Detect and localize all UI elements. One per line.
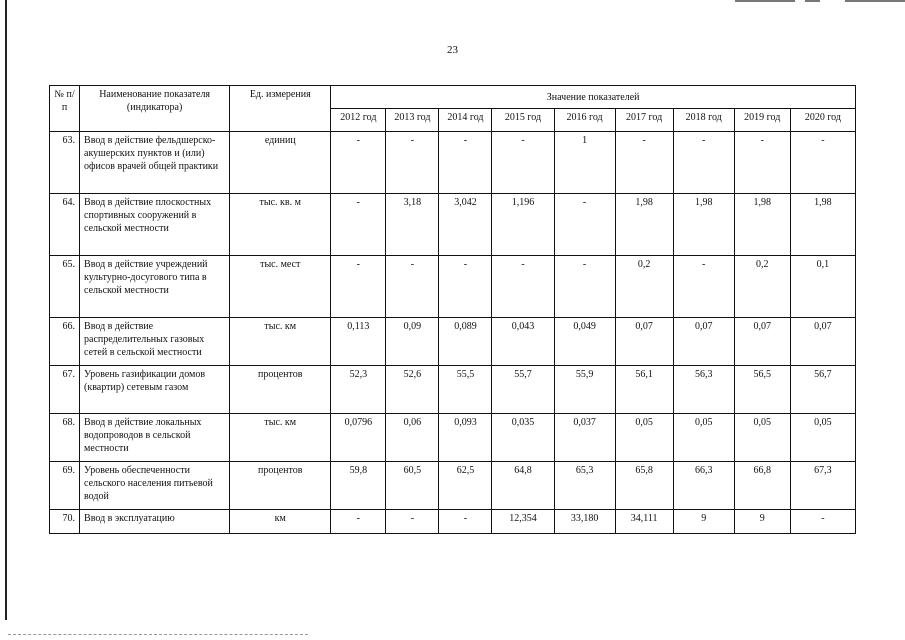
header-unit: Ед. измерения (230, 86, 331, 132)
value-cell: 0,05 (615, 414, 673, 462)
indicator-name: Уровень обеспеченности сельского населения питьевой водой (80, 462, 230, 510)
value-cell: - (331, 256, 386, 318)
value-cell: - (615, 132, 673, 194)
header-year: 2017 год (615, 109, 673, 132)
value-cell: - (734, 132, 790, 194)
unit-cell: единиц (230, 132, 331, 194)
value-cell: 0,037 (554, 414, 615, 462)
value-cell: 55,5 (439, 366, 492, 414)
table-row (50, 318, 856, 366)
value-cell: - (673, 256, 734, 318)
value-cell: 55,7 (492, 366, 554, 414)
indicator-name: Ввод в действие фельдшерско-акушерских пунктов и (или) офисов врачей общей практики (80, 132, 230, 194)
indicator-name: Ввод в действие учреждений культурно-досугового типа в сельской местности (80, 256, 230, 318)
value-cell: - (331, 194, 386, 256)
value-cell: 1,98 (790, 194, 855, 256)
value-cell: - (386, 256, 439, 318)
value-cell: - (790, 132, 855, 194)
value-cell: 0,089 (439, 318, 492, 366)
value-cell: - (554, 256, 615, 318)
value-cell: 33,180 (554, 510, 615, 534)
value-cell: - (331, 132, 386, 194)
value-cell: 0,0796 (331, 414, 386, 462)
value-cell: 1,98 (615, 194, 673, 256)
value-cell: 34,111 (615, 510, 673, 534)
header-year: 2019 год (734, 109, 790, 132)
value-cell: 65,3 (554, 462, 615, 510)
row-number: 63. (50, 132, 80, 194)
value-cell: 52,6 (386, 366, 439, 414)
value-cell: - (439, 256, 492, 318)
value-cell: - (492, 256, 554, 318)
unit-cell: процентов (230, 366, 331, 414)
header-year: 2015 год (492, 109, 554, 132)
value-cell: 0,05 (734, 414, 790, 462)
value-cell: 67,3 (790, 462, 855, 510)
row-number: 66. (50, 318, 80, 366)
unit-cell: км (230, 510, 331, 534)
scan-top-mark (735, 0, 905, 3)
row-number: 64. (50, 194, 80, 256)
value-cell: 1,98 (734, 194, 790, 256)
indicator-name: Ввод в действие локальных водопроводов в сельской местности (80, 414, 230, 462)
row-number: 67. (50, 366, 80, 414)
value-cell: - (554, 194, 615, 256)
header-year: 2020 год (790, 109, 855, 132)
value-cell: 0,093 (439, 414, 492, 462)
value-cell: 59,8 (331, 462, 386, 510)
value-cell: 0,2 (615, 256, 673, 318)
value-cell: 0,07 (734, 318, 790, 366)
row-number: 65. (50, 256, 80, 318)
value-cell: 9 (734, 510, 790, 534)
row-number: 68. (50, 414, 80, 462)
value-cell: - (439, 510, 492, 534)
value-cell: 3,18 (386, 194, 439, 256)
value-cell: 1,196 (492, 194, 554, 256)
unit-cell: процентов (230, 462, 331, 510)
header-year: 2018 год (673, 109, 734, 132)
value-cell: 0,07 (673, 318, 734, 366)
value-cell: 52,3 (331, 366, 386, 414)
indicator-name: Ввод в действие плоскостных спортивных сооружений в сельской местности (80, 194, 230, 256)
value-cell: 0,05 (790, 414, 855, 462)
header-num: № п/п (50, 86, 80, 132)
value-cell: - (673, 132, 734, 194)
value-cell: 56,7 (790, 366, 855, 414)
value-cell: 55,9 (554, 366, 615, 414)
value-cell: 0,07 (615, 318, 673, 366)
value-cell: 3,042 (439, 194, 492, 256)
value-cell: 0,1 (790, 256, 855, 318)
unit-cell: тыс. км (230, 318, 331, 366)
scan-bottom-mark (8, 634, 308, 638)
value-cell: 0,113 (331, 318, 386, 366)
table-row (50, 462, 856, 510)
table-row (50, 256, 856, 318)
value-cell: 0,2 (734, 256, 790, 318)
table-row (50, 132, 856, 194)
header-year: 2012 год (331, 109, 386, 132)
header-name: Наименование показателя (индикатора) (80, 86, 230, 132)
value-cell: 1 (554, 132, 615, 194)
value-cell: 64,8 (492, 462, 554, 510)
indicators-table (49, 85, 856, 534)
value-cell: - (331, 510, 386, 534)
value-cell: 12,354 (492, 510, 554, 534)
value-cell: - (439, 132, 492, 194)
header-year: 2013 год (386, 109, 439, 132)
value-cell: - (386, 510, 439, 534)
value-cell: - (790, 510, 855, 534)
page-number: 23 (447, 44, 458, 56)
value-cell: 66,8 (734, 462, 790, 510)
indicator-name: Уровень газификации домов (квартир) сетевым газом (80, 366, 230, 414)
row-number: 69. (50, 462, 80, 510)
table-row (50, 194, 856, 256)
table-row (50, 510, 856, 534)
value-cell: 0,049 (554, 318, 615, 366)
header-year: 2014 год (439, 109, 492, 132)
value-cell: 0,05 (673, 414, 734, 462)
unit-cell: тыс. мест (230, 256, 331, 318)
value-cell: 0,07 (790, 318, 855, 366)
value-cell: 65,8 (615, 462, 673, 510)
value-cell: 0,035 (492, 414, 554, 462)
value-cell: 56,5 (734, 366, 790, 414)
value-cell: - (386, 132, 439, 194)
value-cell: 9 (673, 510, 734, 534)
value-cell: - (492, 132, 554, 194)
value-cell: 0,043 (492, 318, 554, 366)
value-cell: 1,98 (673, 194, 734, 256)
header-row-top (50, 86, 856, 109)
value-cell: 62,5 (439, 462, 492, 510)
value-cell: 60,5 (386, 462, 439, 510)
indicator-name: Ввод в эксплуатацию (80, 510, 230, 534)
row-number: 70. (50, 510, 80, 534)
value-cell: 66,3 (673, 462, 734, 510)
table-row (50, 366, 856, 414)
indicator-name: Ввод в действие распределительных газовых сетей в сельской местности (80, 318, 230, 366)
value-cell: 0,09 (386, 318, 439, 366)
header-year: 2016 год (554, 109, 615, 132)
header-values: Значение показателей (331, 86, 856, 109)
value-cell: 0,06 (386, 414, 439, 462)
unit-cell: тыс. км (230, 414, 331, 462)
page-left-border (5, 0, 7, 620)
table-row (50, 414, 856, 462)
unit-cell: тыс. кв. м (230, 194, 331, 256)
value-cell: 56,3 (673, 366, 734, 414)
value-cell: 56,1 (615, 366, 673, 414)
